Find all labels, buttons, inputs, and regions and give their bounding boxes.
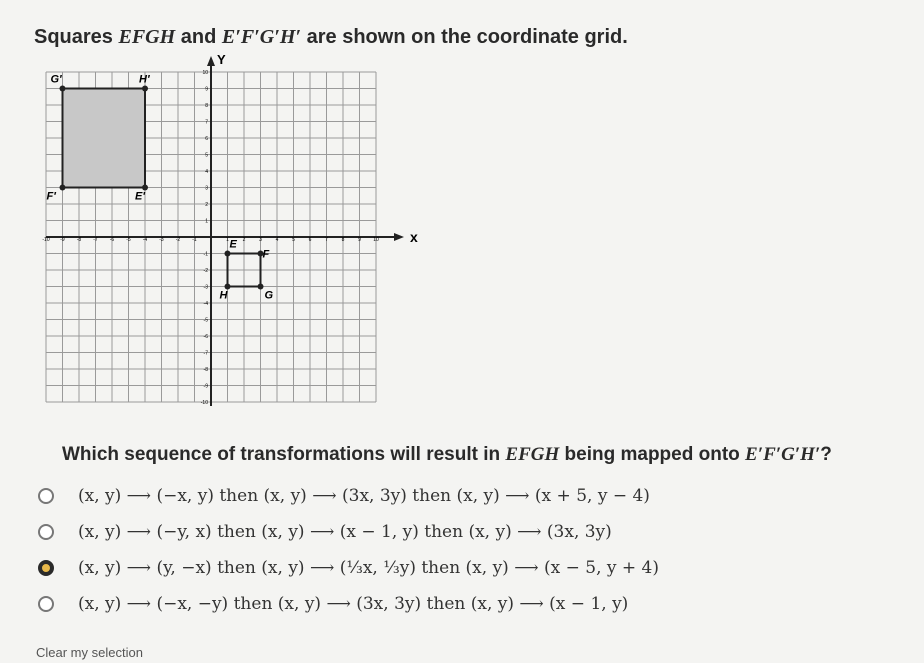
question-part: ?	[820, 444, 832, 465]
answer-option-text: (x, y) ⟶ (−y, x) then (x, y) ⟶ (x − 1, y) then (x, y) ⟶ (3x, 3y)	[78, 522, 612, 542]
y-tick-label: 7	[205, 119, 208, 126]
x-tick-label: -3	[159, 237, 164, 243]
x-tick-label: -1	[192, 237, 197, 243]
y-tick-label: -1	[203, 251, 208, 258]
x-axis-arrow	[394, 233, 404, 241]
square-prime	[63, 89, 146, 188]
clear-selection-link[interactable]: Clear my selection	[36, 645, 143, 660]
vertex-label: E	[229, 238, 237, 251]
x-tick-label: 10	[373, 237, 379, 243]
answer-option-4[interactable]	[30, 586, 910, 622]
y-tick-label: 6	[205, 136, 208, 142]
x-tick-label: -6	[109, 237, 115, 243]
answer-option-text: (x, y) ⟶ (−x, −y) then (x, y) ⟶ (3x, 3y) then (x, y) ⟶ (x − 1, y)	[78, 594, 629, 614]
y-tick-label: 9	[205, 86, 208, 93]
y-axis-arrow	[207, 56, 215, 66]
y-tick-label: -7	[203, 350, 208, 357]
x-tick-label: -10	[42, 237, 50, 243]
coordinate-grid-svg	[36, 52, 418, 430]
vertex-label: F′	[46, 190, 56, 203]
vertex-label: H′	[139, 73, 150, 86]
x-tick-label: 3	[259, 237, 262, 243]
question-part: being mapped onto	[564, 444, 740, 465]
y-tick-label: -6	[203, 334, 208, 340]
x-tick-label: -9	[60, 237, 65, 243]
vertex-point	[225, 251, 231, 257]
y-tick-label: -5	[203, 317, 208, 324]
prompt-text	[34, 26, 628, 49]
x-tick-label: 5	[292, 237, 295, 243]
x-tick-label: -7	[93, 237, 98, 243]
answer-options	[30, 478, 910, 622]
answer-option-3[interactable]	[30, 550, 910, 586]
prompt-part: and	[180, 26, 217, 48]
y-tick-label: 3	[205, 185, 208, 192]
vertex-point	[60, 185, 66, 191]
y-tick-label: -4	[203, 301, 208, 307]
prompt-part: Squares	[34, 26, 113, 48]
radio-button[interactable]	[38, 560, 54, 576]
radio-button[interactable]	[38, 524, 54, 540]
y-tick-label: 1	[205, 218, 208, 225]
vertex-label: G′	[50, 73, 62, 86]
x-tick-label: 1	[226, 237, 229, 243]
x-tick-label: -5	[126, 237, 131, 243]
vertex-label: E′	[135, 190, 145, 203]
answer-option-text: (x, y) ⟶ (−x, y) then (x, y) ⟶ (3x, 3y) then (x, y) ⟶ (x + 5, y − 4)	[78, 486, 650, 506]
x-tick-label: -8	[76, 237, 82, 243]
radio-button[interactable]	[38, 596, 54, 612]
vertex-label: H	[219, 289, 228, 302]
question-text	[62, 444, 832, 466]
vertex-point	[60, 86, 66, 92]
square-prime-label: E′F′G′H′	[221, 26, 302, 48]
y-tick-label: 2	[205, 202, 208, 208]
y-tick-label: -3	[203, 284, 208, 291]
question-square1: EFGH	[505, 444, 560, 465]
square-efgh-label: EFGH	[118, 26, 176, 48]
x-tick-label: 2	[242, 237, 246, 243]
y-tick-label: 5	[205, 152, 208, 159]
answer-option-1[interactable]	[30, 478, 910, 514]
y-tick-label: -9	[203, 383, 208, 390]
answer-option-text: (x, y) ⟶ (y, −x) then (x, y) ⟶ (⅓x, ⅓y) then (x, y) ⟶ (x − 5, y + 4)	[78, 558, 659, 578]
question-part: Which sequence of transformations will result in	[62, 444, 501, 465]
vertex-label: F	[262, 248, 270, 261]
vertex-point	[258, 284, 264, 290]
y-tick-label: -2	[203, 268, 208, 274]
answer-option-2[interactable]	[30, 514, 910, 550]
y-axis-label: Y	[217, 52, 226, 67]
y-tick-label: -8	[203, 367, 208, 373]
vertex-point	[142, 86, 148, 92]
x-tick-label: 6	[308, 237, 312, 243]
x-axis-label: x	[410, 229, 418, 245]
x-tick-label: 8	[341, 237, 345, 243]
x-tick-label: -2	[175, 237, 181, 243]
question-square2: E′F′G′H′	[745, 444, 821, 465]
x-tick-label: 7	[325, 237, 328, 243]
radio-button[interactable]	[38, 488, 54, 504]
y-tick-label: 8	[205, 103, 208, 109]
x-tick-label: -4	[142, 237, 148, 243]
y-tick-label: 10	[202, 70, 208, 76]
prompt-part: are shown on the coordinate grid.	[306, 26, 628, 48]
y-tick-label: -10	[200, 400, 208, 406]
coordinate-grid	[36, 52, 418, 430]
x-tick-label: 9	[358, 237, 361, 243]
y-tick-label: 4	[205, 169, 208, 175]
x-tick-label: 4	[275, 237, 279, 243]
vertex-label: G	[264, 289, 274, 302]
